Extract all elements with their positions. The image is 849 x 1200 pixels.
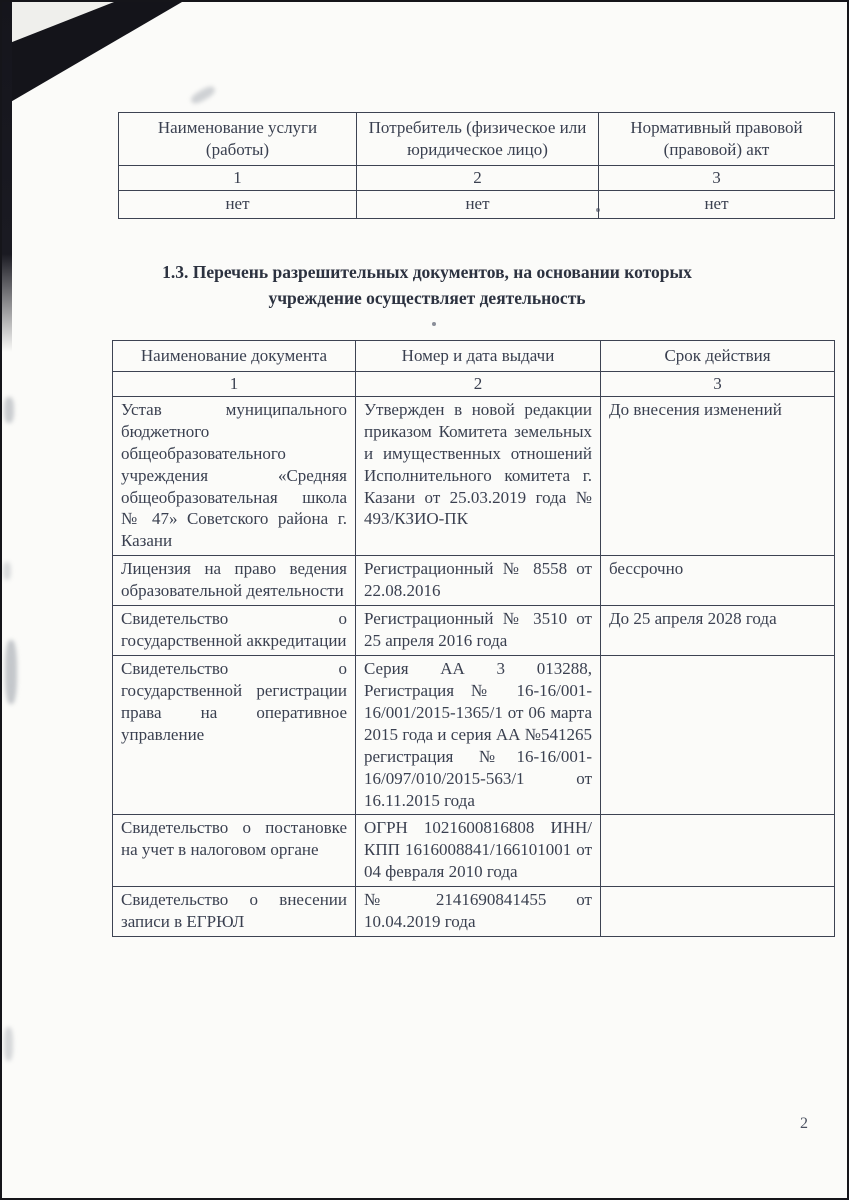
table-row <box>113 655 835 814</box>
document-name-cell: Свидетельство о внесении записи в ЕГРЮЛ <box>113 887 356 937</box>
document-number-cell: Регистрационный № 3510 от 25 апреля 2016 года <box>356 606 601 656</box>
scan-smudge <box>189 84 217 106</box>
page-number: 2 <box>800 1115 808 1132</box>
table-header-row <box>119 113 835 166</box>
section-title-line2: учреждение осуществляет деятельность <box>268 288 586 309</box>
section-title <box>60 259 794 312</box>
document-number-cell: № 2141690841455 от 10.04.2019 года <box>356 887 601 937</box>
document-name-cell: Свидетельство о государственной аккредитации <box>113 606 356 656</box>
column-header: Наименование услуги (работы) <box>119 113 357 166</box>
table-header-row <box>113 341 835 372</box>
table-row <box>113 815 835 887</box>
column-number: 2 <box>356 371 601 396</box>
column-number: 1 <box>113 371 356 396</box>
table-row <box>119 190 835 218</box>
table-cell: нет <box>599 190 835 218</box>
services-table <box>118 112 835 219</box>
document-name-cell: Устав муниципального бюджетного общеобразовательного учреждения «Средняя общеобразовательная школа № 47» Советского района г. Казани <box>113 396 356 555</box>
validity-cell: До внесения изменений <box>601 396 835 555</box>
column-number: 1 <box>119 165 357 190</box>
scan-left-edge-streak <box>2 2 12 352</box>
scan-smudge <box>4 397 14 423</box>
column-header: Срок действия <box>601 341 835 372</box>
document-number-cell: Утвержден в новой редакции приказом Комитета земельных и имущественных отношений Исполнительного комитета г. Казани от 25.03.2019 года № 493/КЗИО-ПК <box>356 396 601 555</box>
table-cell: нет <box>357 190 599 218</box>
column-number: 3 <box>601 371 835 396</box>
validity-cell <box>601 815 835 887</box>
validity-cell <box>601 887 835 937</box>
section-title-line1: 1.3. Перечень разрешительных документов, на основании которых <box>162 262 692 282</box>
table-cell: нет <box>119 190 357 218</box>
document-number-cell: Серия АА 3 013288, Регистрация № 16-16/001-16/001/2015-1365/1 от 06 марта 2015 года и серия АА №541265 регистрация №16-16/001-16/097/010/2015-563/1 от 16.11.2015 года <box>356 655 601 814</box>
column-header: Потребитель (физическое или юридическое лицо) <box>357 113 599 166</box>
scan-smudge <box>5 640 17 704</box>
column-header: Наименование документа <box>113 341 356 372</box>
column-number-row <box>119 165 835 190</box>
documents-table <box>112 340 835 937</box>
table-row <box>113 396 835 555</box>
column-number: 2 <box>357 165 599 190</box>
column-number-row <box>113 371 835 396</box>
scan-speck <box>432 322 436 326</box>
scan-smudge <box>3 562 11 580</box>
document-name-cell: Свидетельство о постановке на учет в налоговом органе <box>113 815 356 887</box>
table-row <box>113 556 835 606</box>
validity-cell: До 25 апреля 2028 года <box>601 606 835 656</box>
table-row <box>113 887 835 937</box>
column-header: Номер и дата выдачи <box>356 341 601 372</box>
scan-smudge <box>4 1027 13 1061</box>
document-name-cell: Лицензия на право ведения образовательной деятельности <box>113 556 356 606</box>
validity-cell <box>601 655 835 814</box>
column-number: 3 <box>599 165 835 190</box>
table-row <box>113 606 835 656</box>
column-header: Нормативный правовой (правовой) акт <box>599 113 835 166</box>
document-name-cell: Свидетельство о государственной регистрации права на оперативное управление <box>113 655 356 814</box>
document-number-cell: Регистрационный № 8558 от 22.08.2016 <box>356 556 601 606</box>
validity-cell: бессрочно <box>601 556 835 606</box>
document-number-cell: ОГРН 1021600816808 ИНН/КПП 1616008841/166101001 от 04 февраля 2010 года <box>356 815 601 887</box>
